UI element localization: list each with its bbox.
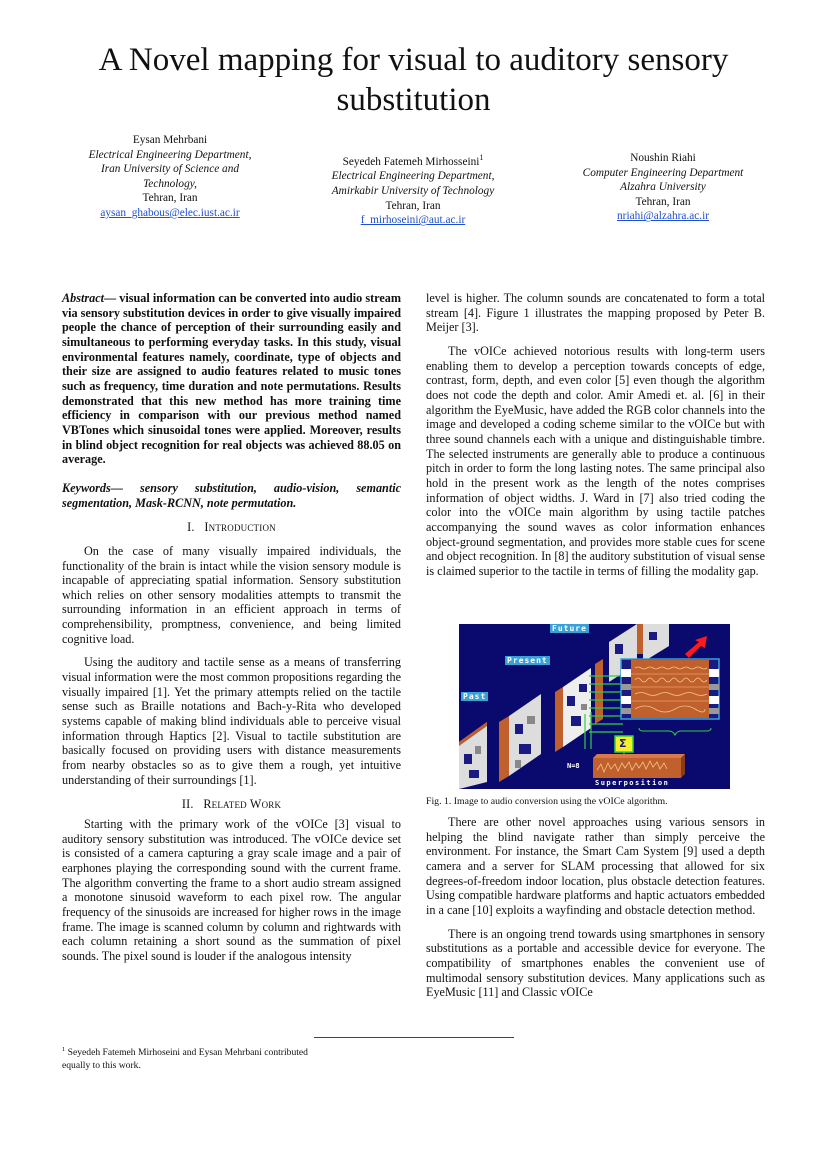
author-affiliation: Computer Engineering Department: [582, 166, 744, 179]
author-name: Noushin Riahi: [630, 152, 696, 164]
label-superposition: Superposition: [595, 779, 670, 787]
author-location: Tehran, Iran: [142, 192, 198, 205]
paragraph: There is an ongoing trend towards using smartphones in sensory substitutions as a portable and accessible device for everyone. The compatibility of smartphones enables the convenient use of multimodal sensory substitution devices. Many applications such as EyeMusic [11] and Classic vOICe: [426, 926, 765, 1000]
author-affiliation: Alzahra University: [620, 181, 706, 194]
title-line-2: substitution: [336, 82, 491, 118]
footnote: $^1$ Seyedeh Fatemeh Mirhoseini and Eysan Mehrbani contributed equally to this work.: [62, 1046, 308, 1071]
label-future: Future: [552, 624, 587, 633]
right-column-top: [426, 291, 765, 578]
paragraph: level is higher. The column sounds are concatenated to form a total stream [4]. Figure 1 illustrates the mapping proposed by Peter B. Meijer [3].: [426, 291, 765, 335]
section-heading-related-work: II. Related Work: [181, 797, 282, 812]
superposition-waveform: [593, 754, 685, 778]
keywords-label: Keywords—: [62, 480, 123, 495]
author-affiliation: Technology,: [143, 177, 197, 190]
author-block-3: [553, 151, 773, 224]
abstract: Abstract— visual information can be converted into audio stream via sensory substitution devices in order to give visually impaired people the chance of perception of their surrounding easily and simultaneous to performing everyday tasks. In this study, visual environmental features namely, coordinate, type of objects and their size are assigned to audio features related to music tones such as frequency, time duration and note permutations. Results demonstrated that this new method has more training time efficiency in comparison with our previous method named VBTones which sinusoidal tones were applied. Moreover, results in blind object recognition for real objects was achieved 88.05 on average.: [62, 291, 401, 467]
author-affiliation: Electrical Engineering Department,: [88, 148, 252, 161]
waveform-stack: [621, 659, 719, 719]
label-past: Past: [463, 692, 487, 701]
paragraph: There are other novel approaches using various sensors in helping the blind navigate rather than simply perceive the environment. For instance, the Smart Cam System [9] used a depth camera and a server for SLAM processing that allowed for six degrees-of-freedom indoor location, plus obstacle detection features. Using compatible hardware platforms and haptic actuators embedded in a cane [10] exploits a wayfinding and obstacle detection method.: [426, 815, 765, 917]
author-block-2: [303, 151, 523, 228]
abstract-label: Abstract—: [62, 291, 117, 305]
paragraph: Using the auditory and tactile sense as a means of transferring visual information were the most common propositions regarding the visually impaired [1]. Yet the primary attempts relied on the tactile sense such as Braille notations and Bach-y-Rita who developed systems capable of making blind individuals able to perceive visual information through Haptics [2]. Visual to tactile substitution are basically focused on providing users with distance measurements from nearby obstacles so as to give them a rough, yet intuitive understanding of their surroundings [1].: [62, 655, 401, 787]
label-present: Present: [507, 656, 548, 665]
author-affiliation: Electrical Engineering Department,: [331, 170, 495, 183]
author-location: Tehran, Iran: [635, 195, 691, 208]
author-block-1: [60, 133, 280, 221]
section-heading-introduction: I. Introduction: [187, 520, 276, 535]
paragraph: The vOICe achieved notorious results with long-term users enabling them to develop a perception towards concepts of edge, contrast, form, depth, and even color [5] even though the algorithm does not code the depth and color. Amir Amedi et. al. [6] in their algorithm the EyeMusic, have added the RGB color channels into the image and developed a coding scheme similar to the vOICe but with three sound channels each with a unique and distinguishable timbre. The selected instruments are generally able to produce a continuous pitch in order to form the long lasting notes. The same principal also hold in the present work as the length of the notes comprises information of object widths. J. Ward in [7] also tried coding the color into the vOICe main algorithm by using tactile patches accompanying the sound waves as color information enhances object-ground segmentation, and provides more stable cues for scene and object recognition. In [8] the auditory substitution of visual sense is claimed superior to the tactile in terms of filling the modality gap.: [426, 343, 765, 578]
paragraph: Starting with the primary work of the vOICe [3] visual to auditory sensory substitution was introduced. The vOICe device set is consisted of a camera capturing a gray scale image and a pair of earphones playing the corresponding sound with the current frame. The algorithm converting the frame to a short audio stream assigned a monotone sinusoid waveform to each pixel row. The angular frequency of the sinusoids are increased for higher rows in the image frame. The image is scanned column by column and rightwards with each column retaining a short sound as the summation of pixel sounds. The pixel sound is louder if the analogous intensity: [62, 817, 401, 963]
author-email-link[interactable]: nriahi@alzahra.ac.ir: [617, 210, 709, 223]
author-email-link[interactable]: aysan_ghabous@elec.iust.ac.ir: [100, 206, 240, 219]
sigma-icon: Σ: [619, 737, 627, 750]
footnote-mark: 1: [62, 1046, 66, 1053]
right-column-bottom: [426, 815, 765, 1000]
title-line-1: A Novel mapping for visual to auditory sensory: [98, 42, 729, 78]
label-n: N=8: [567, 762, 580, 770]
footnote-marker: 1: [479, 153, 484, 162]
figure-caption: Fig. 1. Image to audio conversion using the vOICe algorithm.: [426, 796, 668, 807]
author-name: Eysan Mehrbani: [132, 134, 208, 146]
author-name: Seyedeh Fatemeh Mirhosseini$^1$: [342, 153, 484, 168]
author-affiliation: Amirkabir University of Technology: [331, 184, 495, 197]
figure-voice-algorithm: [459, 624, 730, 789]
voice-diagram-illustration: [459, 624, 730, 789]
paragraph: On the case of many visually impaired individuals, the functionality of the brain is intact while the vision sensory module is incapable of appreciating spatial information. Sensory substitution which relies on other sensory modalities attempts to transmit the surrounding information in an efficient approach in terms of comprehensibility, promptness, convenience, and being limited cognitive load.: [62, 543, 401, 646]
author-location: Tehran, Iran: [385, 199, 441, 212]
author-affiliation: Iran University of Science and: [100, 163, 240, 176]
footnote-divider: [314, 1037, 514, 1038]
author-email-link[interactable]: f_mirhoseini@aut.ac.ir: [360, 214, 466, 227]
left-column: [62, 291, 401, 964]
keywords: Keywords— sensory substitution, audio-vision, semantic segmentation, Mask-RCNN, note permutation.: [62, 480, 401, 510]
paper-title: [0, 40, 827, 120]
